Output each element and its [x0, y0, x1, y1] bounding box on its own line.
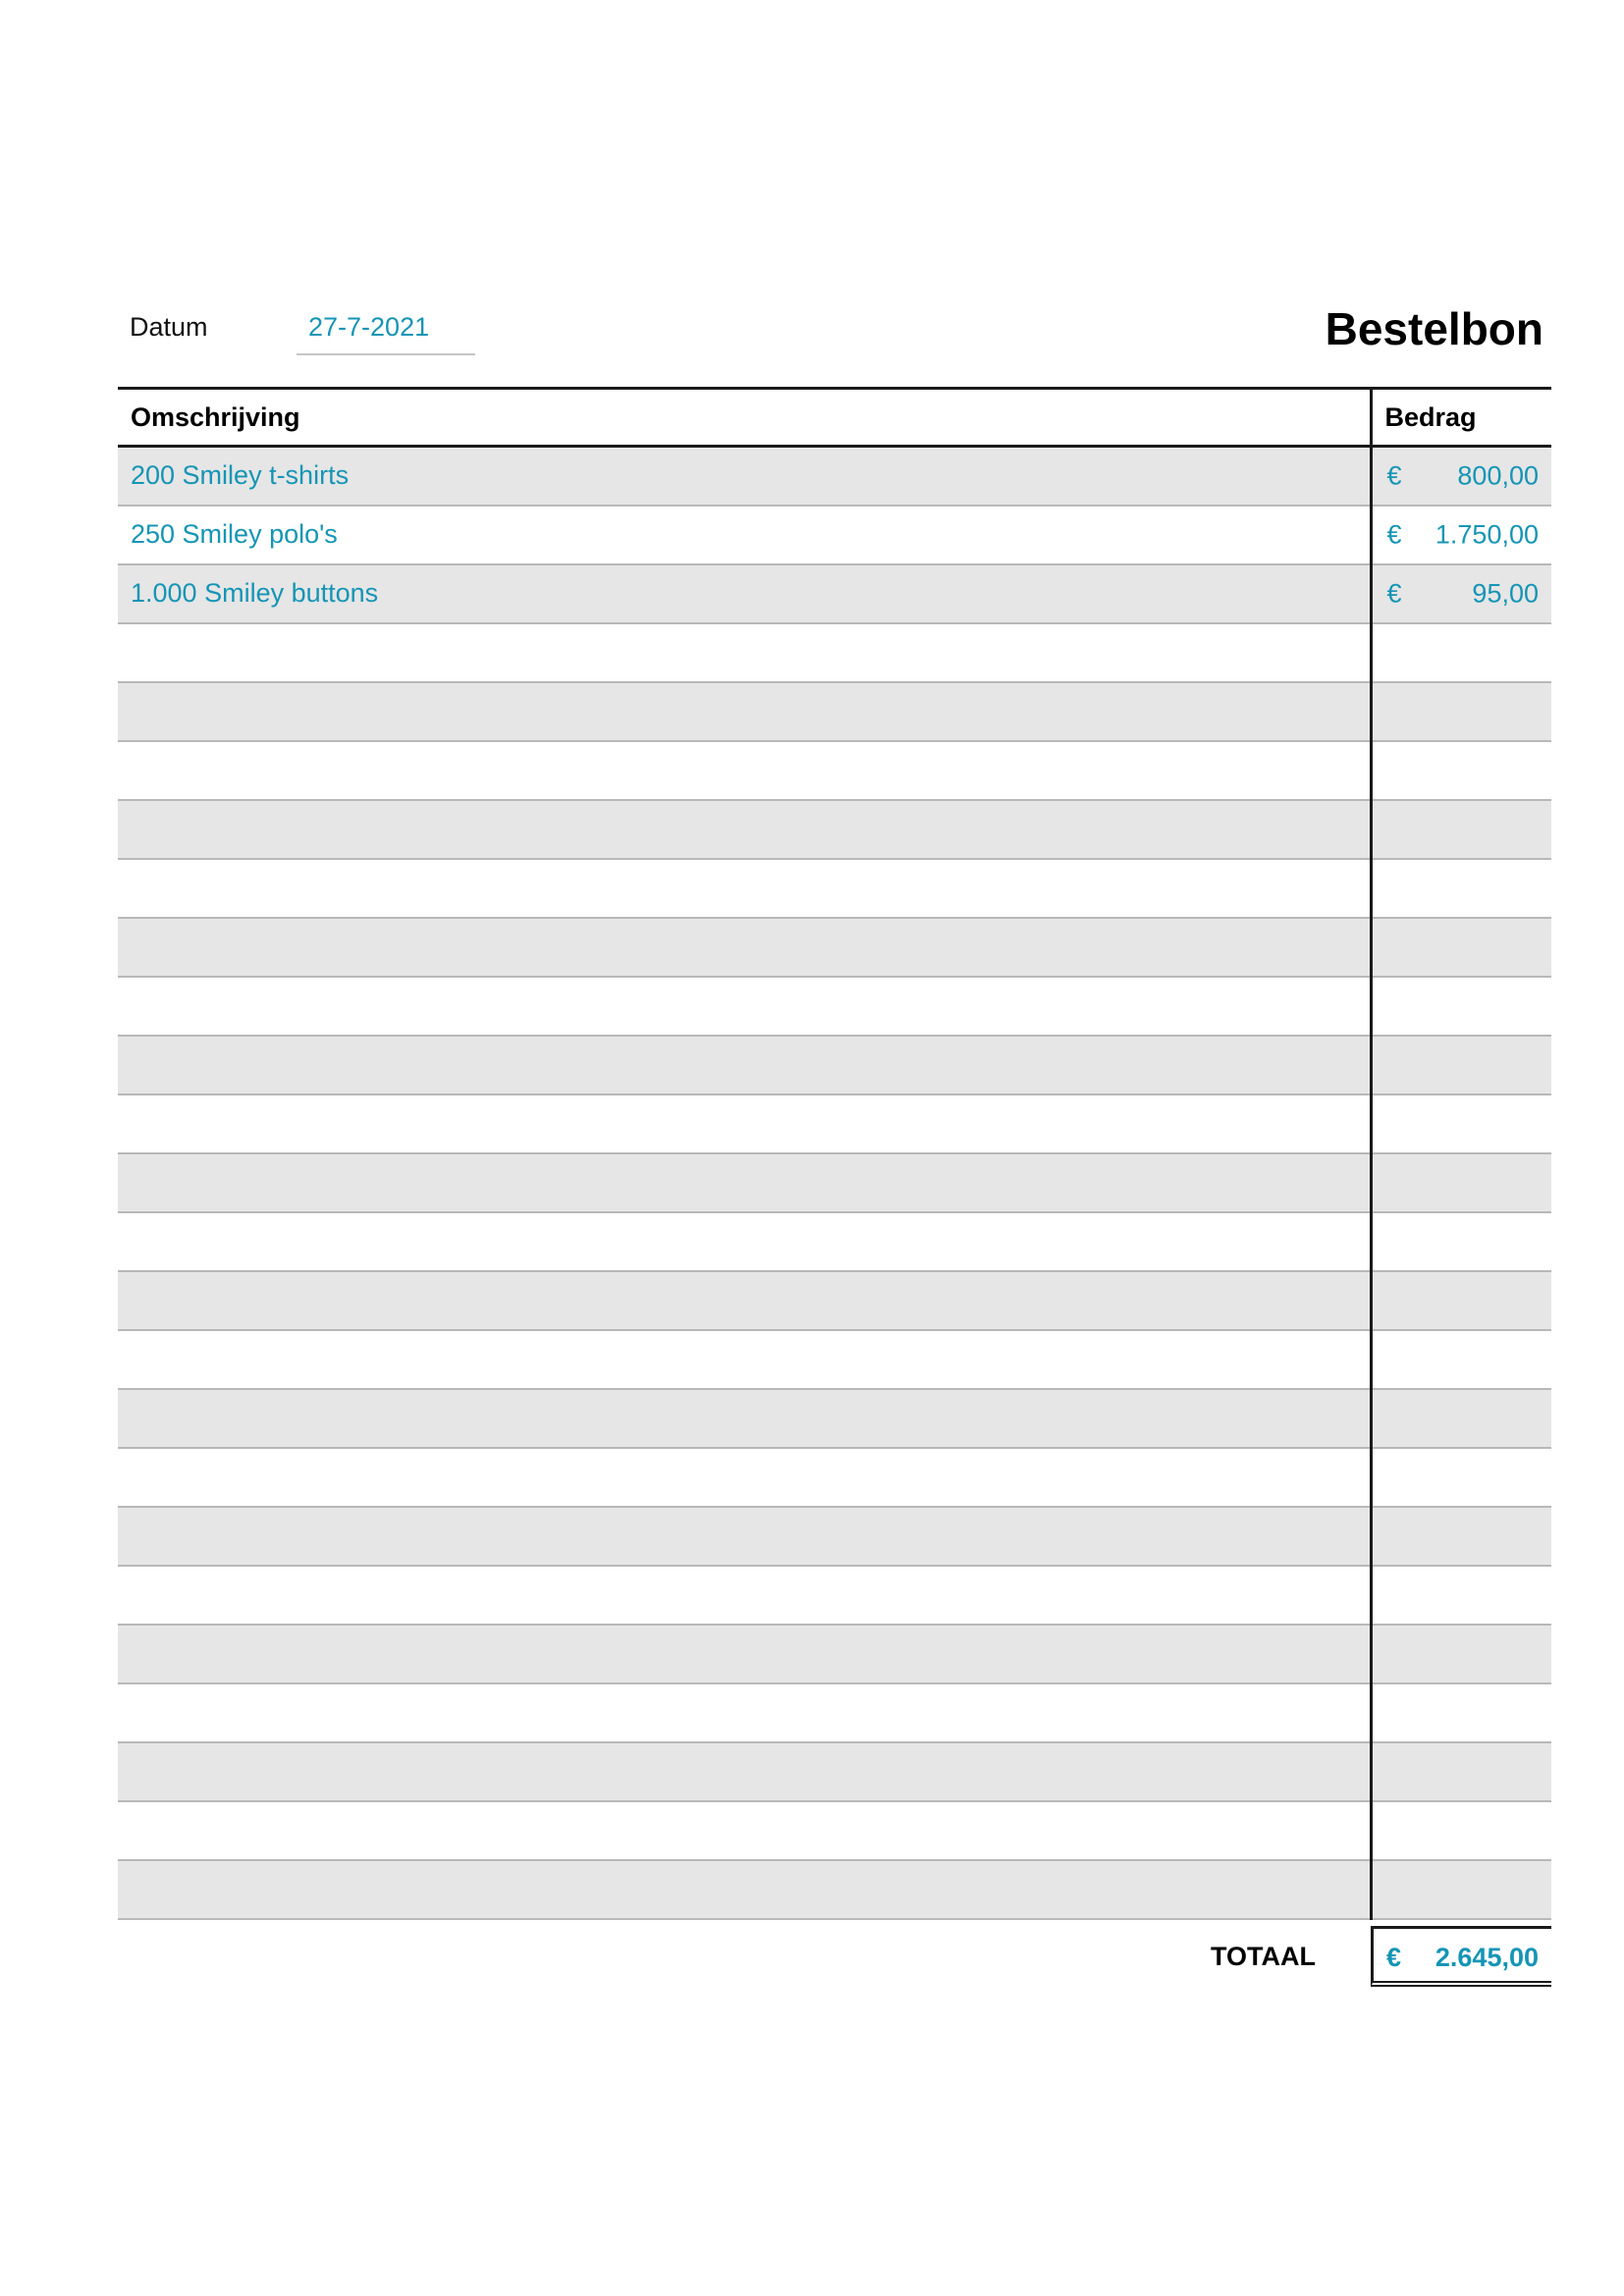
- row-amount-cell[interactable]: [1371, 1507, 1551, 1566]
- column-header-amount: Bedrag: [1371, 389, 1551, 447]
- row-amount-cell[interactable]: [1371, 1271, 1551, 1330]
- table-row: [118, 564, 1551, 623]
- date-field[interactable]: 27-7-2021: [297, 294, 475, 355]
- row-amount-cell[interactable]: [1371, 977, 1551, 1036]
- row-amount-cell[interactable]: [1371, 1389, 1551, 1448]
- table-row: [118, 800, 1551, 859]
- row-description[interactable]: [118, 623, 1371, 682]
- column-header-description: Omschrijving: [118, 389, 1371, 447]
- table-row: [118, 1625, 1551, 1683]
- total-amount: 2.645,00: [1435, 1943, 1539, 1972]
- order-rows: [118, 447, 1551, 1919]
- row-description[interactable]: [118, 1625, 1371, 1683]
- row-amount-cell[interactable]: [1371, 1153, 1551, 1212]
- row-amount-cell[interactable]: [1371, 1036, 1551, 1095]
- table-row: [118, 447, 1551, 506]
- row-amount-cell[interactable]: [1371, 1095, 1551, 1153]
- row-amount-cell[interactable]: [1371, 1212, 1551, 1271]
- row-amount: 95,00: [1472, 578, 1539, 608]
- row-description[interactable]: [118, 1389, 1371, 1448]
- table-row: [118, 1448, 1551, 1507]
- row-amount-cell[interactable]: [1371, 1683, 1551, 1742]
- total-row: [118, 1926, 1551, 1989]
- order-table: [118, 387, 1551, 1920]
- row-amount-cell[interactable]: [1371, 1801, 1551, 1860]
- row-description[interactable]: [118, 1566, 1371, 1625]
- row-description[interactable]: [118, 1153, 1371, 1212]
- total-label: TOTAAL: [1211, 1942, 1316, 1971]
- row-description[interactable]: [118, 1330, 1371, 1389]
- row-currency-symbol: €: [1386, 578, 1402, 608]
- row-amount-cell[interactable]: [1371, 859, 1551, 918]
- row-description[interactable]: [118, 1507, 1371, 1566]
- row-description[interactable]: [118, 1801, 1371, 1860]
- row-description[interactable]: [118, 800, 1371, 859]
- row-amount-cell[interactable]: [1371, 1625, 1551, 1683]
- row-description[interactable]: [118, 1683, 1371, 1742]
- row-amount: 800,00: [1457, 460, 1539, 491]
- row-amount-cell[interactable]: [1371, 1742, 1551, 1801]
- table-row: [118, 1036, 1551, 1095]
- table-row: [118, 1566, 1551, 1625]
- table-row: [118, 1389, 1551, 1448]
- row-description[interactable]: 250 Smiley polo's: [118, 506, 1371, 564]
- table-row: [118, 1801, 1551, 1860]
- table-row: [118, 859, 1551, 918]
- document-header: [118, 294, 1551, 373]
- table-row: [118, 741, 1551, 800]
- table-row: [118, 918, 1551, 977]
- date-label: Datum: [130, 312, 208, 342]
- row-amount-cell[interactable]: [1371, 506, 1551, 564]
- row-amount: 1.750,00: [1435, 519, 1539, 549]
- table-row: [118, 506, 1551, 564]
- table-row: [118, 1212, 1551, 1271]
- row-description[interactable]: [118, 1448, 1371, 1507]
- row-currency-symbol: €: [1386, 519, 1402, 549]
- row-description[interactable]: [118, 977, 1371, 1036]
- row-description[interactable]: [118, 1212, 1371, 1271]
- table-row: [118, 1330, 1551, 1389]
- row-amount-cell[interactable]: [1371, 800, 1551, 859]
- table-row: [118, 1271, 1551, 1330]
- row-description[interactable]: 1.000 Smiley buttons: [118, 564, 1371, 623]
- row-amount-cell[interactable]: [1371, 1860, 1551, 1919]
- page-title: Bestelbon: [1325, 303, 1543, 354]
- table-row: [118, 1683, 1551, 1742]
- row-amount-cell[interactable]: [1371, 741, 1551, 800]
- row-description[interactable]: [118, 1095, 1371, 1153]
- table-row: [118, 623, 1551, 682]
- row-description[interactable]: [118, 741, 1371, 800]
- table-row: [118, 977, 1551, 1036]
- row-description[interactable]: [118, 1271, 1371, 1330]
- row-description[interactable]: [118, 682, 1371, 741]
- row-amount-cell[interactable]: [1371, 1566, 1551, 1625]
- row-amount-cell[interactable]: [1371, 918, 1551, 977]
- table-row: [118, 1153, 1551, 1212]
- row-description[interactable]: [118, 859, 1371, 918]
- row-description[interactable]: [118, 1860, 1371, 1919]
- row-amount-cell[interactable]: [1371, 623, 1551, 682]
- row-amount-cell[interactable]: [1371, 682, 1551, 741]
- row-description[interactable]: [118, 918, 1371, 977]
- row-amount-cell[interactable]: [1371, 564, 1551, 623]
- table-row: [118, 1860, 1551, 1919]
- row-description[interactable]: [118, 1742, 1371, 1801]
- row-amount-cell[interactable]: [1371, 1448, 1551, 1507]
- table-header-row: [118, 389, 1551, 447]
- total-currency-symbol: €: [1386, 1943, 1402, 1972]
- row-description[interactable]: 200 Smiley t-shirts: [118, 447, 1371, 506]
- row-amount-cell[interactable]: [1371, 1330, 1551, 1389]
- row-amount-cell[interactable]: [1371, 447, 1551, 506]
- table-row: [118, 1507, 1551, 1566]
- table-row: [118, 682, 1551, 741]
- row-currency-symbol: €: [1386, 460, 1402, 491]
- total-amount-cell: [1371, 1926, 1551, 1987]
- row-description[interactable]: [118, 1036, 1371, 1095]
- table-row: [118, 1095, 1551, 1153]
- table-row: [118, 1742, 1551, 1801]
